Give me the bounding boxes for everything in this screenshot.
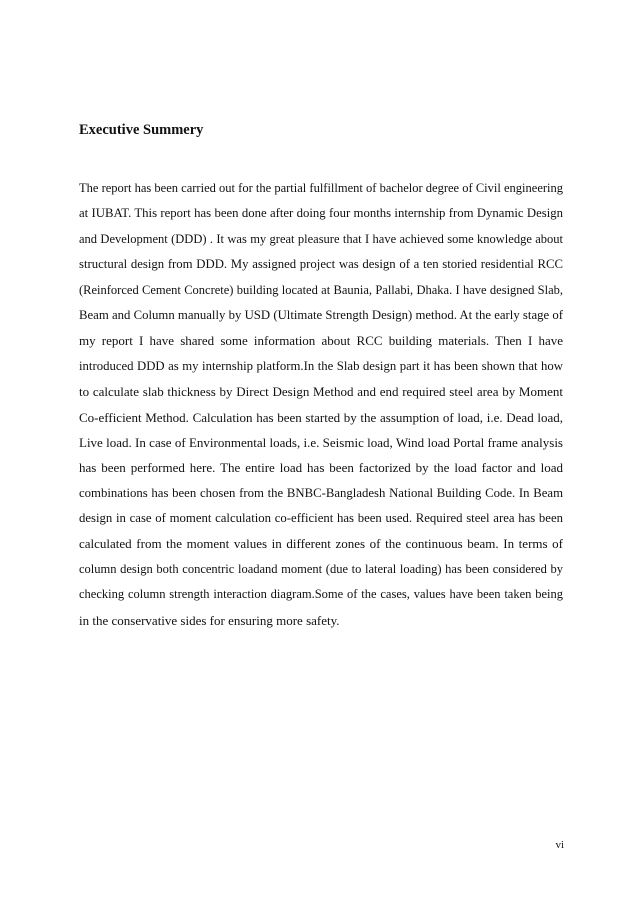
paragraph-line: and Development (DDD) . It was my great pleasure that I have achieved some knowledge about: [79, 231, 563, 246]
paragraph-line: at IUBAT. This report has been done after doing four months internship from Dynamic Design: [79, 206, 563, 221]
paragraph-line: Beam and Column manually by USD (Ultimate Strength Design) method. At the early stage of: [79, 307, 563, 322]
paragraph-line: combinations has been chosen from the BNBC-Bangladesh National Building Code. In Beam: [79, 485, 563, 500]
paragraph-line: my report I have shared some information about RCC building materials. Then I have: [79, 333, 563, 349]
paragraph-line: to calculate slab thickness by Direct Design Method and end required steel area by Moment: [79, 384, 563, 400]
paragraph-line: Live load. In case of Environmental loads, i.e. Seismic load, Wind load Portal frame analysis: [79, 434, 563, 450]
paragraph-line: calculated from the moment values in different zones of the continuous beam. In terms of: [79, 536, 563, 552]
paragraph-line: in the conservative sides for ensuring more safety.: [79, 612, 340, 628]
paragraph-line: design in case of moment calculation co-efficient has been used. Required steel area has been: [79, 511, 563, 526]
paragraph-line: Co-efficient Method. Calculation has been started by the assumption of load, i.e. Dead load,: [79, 409, 563, 425]
paragraph-line: checking column strength interaction diagram.Some of the cases, values have been taken being: [79, 587, 563, 602]
paragraph-line: (Reinforced Cement Concrete) building located at Baunia, Pallabi, Dhaka. I have designed Slab,: [79, 282, 563, 297]
section-heading: Executive Summery: [79, 122, 204, 138]
summary-paragraph: [79, 176, 563, 633]
paragraph-line: structural design from DDD. My assigned project was design of a ten storied residential RCC: [79, 257, 563, 272]
page-number: vi: [555, 839, 564, 851]
paragraph-line: The report has been carried out for the partial fulfillment of bachelor degree of Civil engineering: [79, 181, 563, 195]
paragraph-line: has been performed here. The entire load has been factorized by the load factor and load: [79, 460, 563, 476]
paragraph-line: column design both concentric loadand moment (due to lateral loading) has been considered by: [79, 561, 563, 576]
paragraph-line: introduced DDD as my internship platform.In the Slab design part it has been shown that how: [79, 358, 563, 373]
